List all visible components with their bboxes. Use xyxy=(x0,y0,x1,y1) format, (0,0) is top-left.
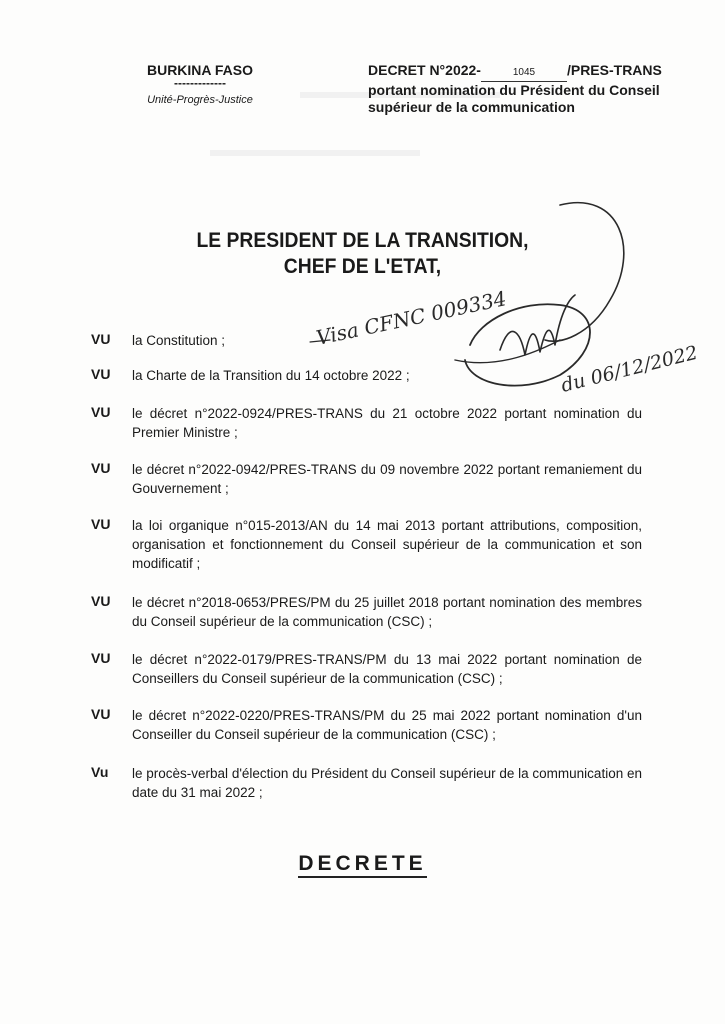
visa-text: le décret n°2018-0653/PRES/PM du 25 juillet 2018 portant nomination des membres du Conseil supérieur de la communication (CSC) ; xyxy=(132,595,642,629)
handwritten-date-text: du 06/12/2022 xyxy=(558,341,701,397)
separator: ------------- xyxy=(174,76,226,90)
visa-label: Vu xyxy=(91,764,109,780)
country-name: BURKINA FASO xyxy=(146,62,254,78)
decree-prefix: DECRET N°2022- xyxy=(368,62,481,78)
visa-text: la loi organique n°015-2013/AN du 14 mai 2013 portant attributions, composition, organisation et fonctionnement du Conseil supérieur de la communication et son modificatif ; xyxy=(132,518,642,571)
visa-label: VU xyxy=(91,650,111,666)
decree-subject-line-2: supérieur de la communication xyxy=(368,99,575,115)
visa-text: le procès-verbal d'élection du Président du Conseil supérieur de la communication en date du 31 mai 2022 ; xyxy=(132,766,642,800)
visa-label: VU xyxy=(91,460,111,476)
visa-label: VU xyxy=(91,706,111,722)
visa-label: VU xyxy=(91,516,111,532)
national-motto: Unité-Progrès-Justice xyxy=(147,94,253,106)
authority-title-line-2: CHEF DE L'ETAT, xyxy=(283,255,442,278)
decree-suffix: /PRES-TRANS xyxy=(566,62,662,78)
authority-title-line-1: LE PRESIDENT DE LA TRANSITION, xyxy=(196,229,529,252)
visa-text: la Charte de la Transition du 14 octobre 2022 ; xyxy=(132,368,410,383)
visa-text: le décret n°2022-0220/PRES-TRANS/PM du 25 mai 2022 portant nomination d'un Conseiller du Conseil supérieur de la communication (CSC) ; xyxy=(132,708,642,742)
decree-number: 1045 xyxy=(481,64,567,82)
decree-heading-text: DECRETE xyxy=(298,852,426,878)
visa-label: VU xyxy=(91,366,111,382)
visa-label: VU xyxy=(91,593,111,609)
signature-stroke xyxy=(545,203,624,342)
visa-text: la Constitution ; xyxy=(132,333,226,348)
handwritten-visa-text: Visa CFNC 009334 xyxy=(314,286,509,350)
visa-text: le décret n°2022-0924/PRES-TRANS du 21 octobre 2022 portant nomination du Premier Ministre ; xyxy=(132,406,642,440)
decree-subject-line-1: portant nomination du Président du Conseil xyxy=(368,82,660,98)
visa-label: VU xyxy=(91,331,111,347)
visa-text: le décret n°2022-0179/PRES-TRANS/PM du 13 mai 2022 portant nomination de Conseillers du Conseil supérieur de la communication (CSC) ; xyxy=(132,652,642,686)
visa-text: le décret n°2022-0942/PRES-TRANS du 09 novembre 2022 portant remaniement du Gouvernement ; xyxy=(132,462,642,496)
visa-label: VU xyxy=(91,404,111,420)
